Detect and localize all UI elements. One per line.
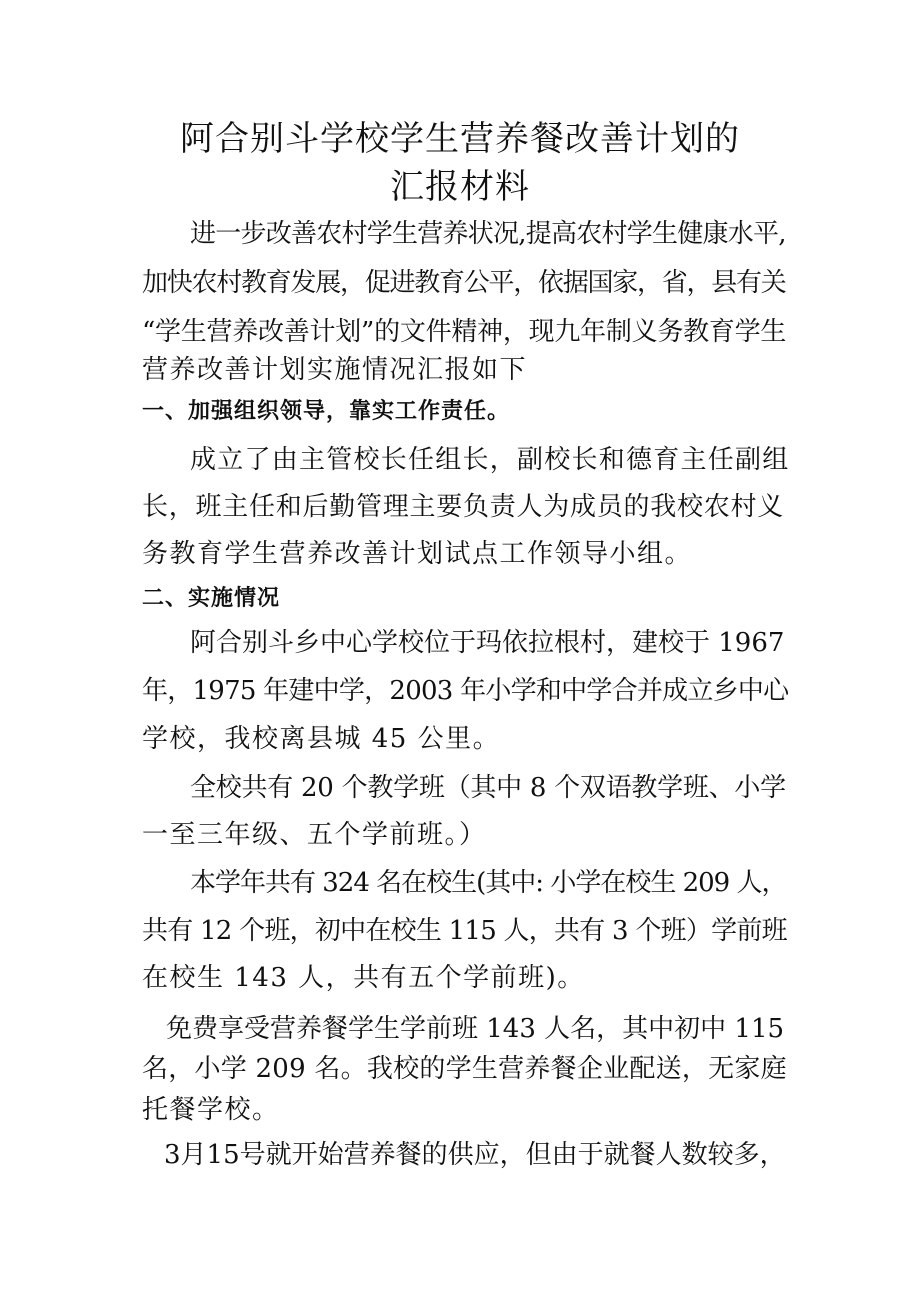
intro-line-2: 加快农村教育发展，促进教育公平，依据国家，省，县有关 (142, 268, 786, 298)
section-2-para-4-line-2: 名，小学 209 名。我校的学生营养餐企业配送，无家庭 (142, 1054, 787, 1084)
section-1-heading: 一、加强组织领导，靠实工作责任。 (142, 399, 511, 424)
section-2-para-4-line-1: 免费享受营养餐学生学前班 143 人名，其中初中 115 (166, 1014, 785, 1044)
section-1-line-2: 长，班主任和后勤管理主要负责人为成员的我校农村义 (142, 492, 785, 522)
section-2-para-2-line-2: 一至三年级、五个学前班。） (142, 820, 487, 850)
section-1-line-1: 成立了由主管校长任组长，副校长和德育主任副组 (190, 445, 790, 475)
section-2-para-5-line-1: 3月15号就开始营养餐的供应，但由于就餐人数较多， (164, 1140, 786, 1170)
section-2-para-2-line-1: 全校共有 20 个教学班（其中 8 个双语教学班、小学 (190, 773, 786, 803)
intro-line-1: 进一步改善农村学生营养状况,提高农村学生健康水平, (190, 219, 786, 249)
intro-line-4: 营养改善计划实施情况汇报如下 (142, 355, 528, 385)
intro-line-3: “学生营养改善计划”的文件精神，现九年制义务教育学生 (142, 317, 787, 347)
section-2-para-1-line-2: 年，1975 年建中学，2003 年小学和中学合并成立乡中心 (142, 676, 789, 706)
section-2-heading: 二、实施情况 (142, 586, 281, 611)
section-2-para-1-line-3: 学校，我校离县城 45 公里。 (142, 724, 501, 754)
section-2-para-4-line-3: 托餐学校。 (142, 1095, 280, 1125)
section-1-line-3: 务教育学生营养改善计划试点工作领导小组。 (142, 539, 693, 569)
document-title-line-1: 阿合别斗学校学生营养餐改善计划的 (180, 119, 740, 159)
section-2-para-3-line-3: 在校生 143 人，共有五个学前班)。 (142, 963, 585, 993)
document-title-line-2: 汇报材料 (390, 167, 530, 207)
section-2-para-1-line-1: 阿合别斗乡中心学校位于玛依拉根村，建校于 1967 (190, 628, 785, 658)
section-2-para-3-line-2: 共有 12 个班，初中在校生 115 人，共有 3 个班）学前班 (142, 916, 787, 946)
section-2-para-3-line-1: 本学年共有 324 名在校生(其中: 小学在校生 209 人， (190, 868, 787, 898)
